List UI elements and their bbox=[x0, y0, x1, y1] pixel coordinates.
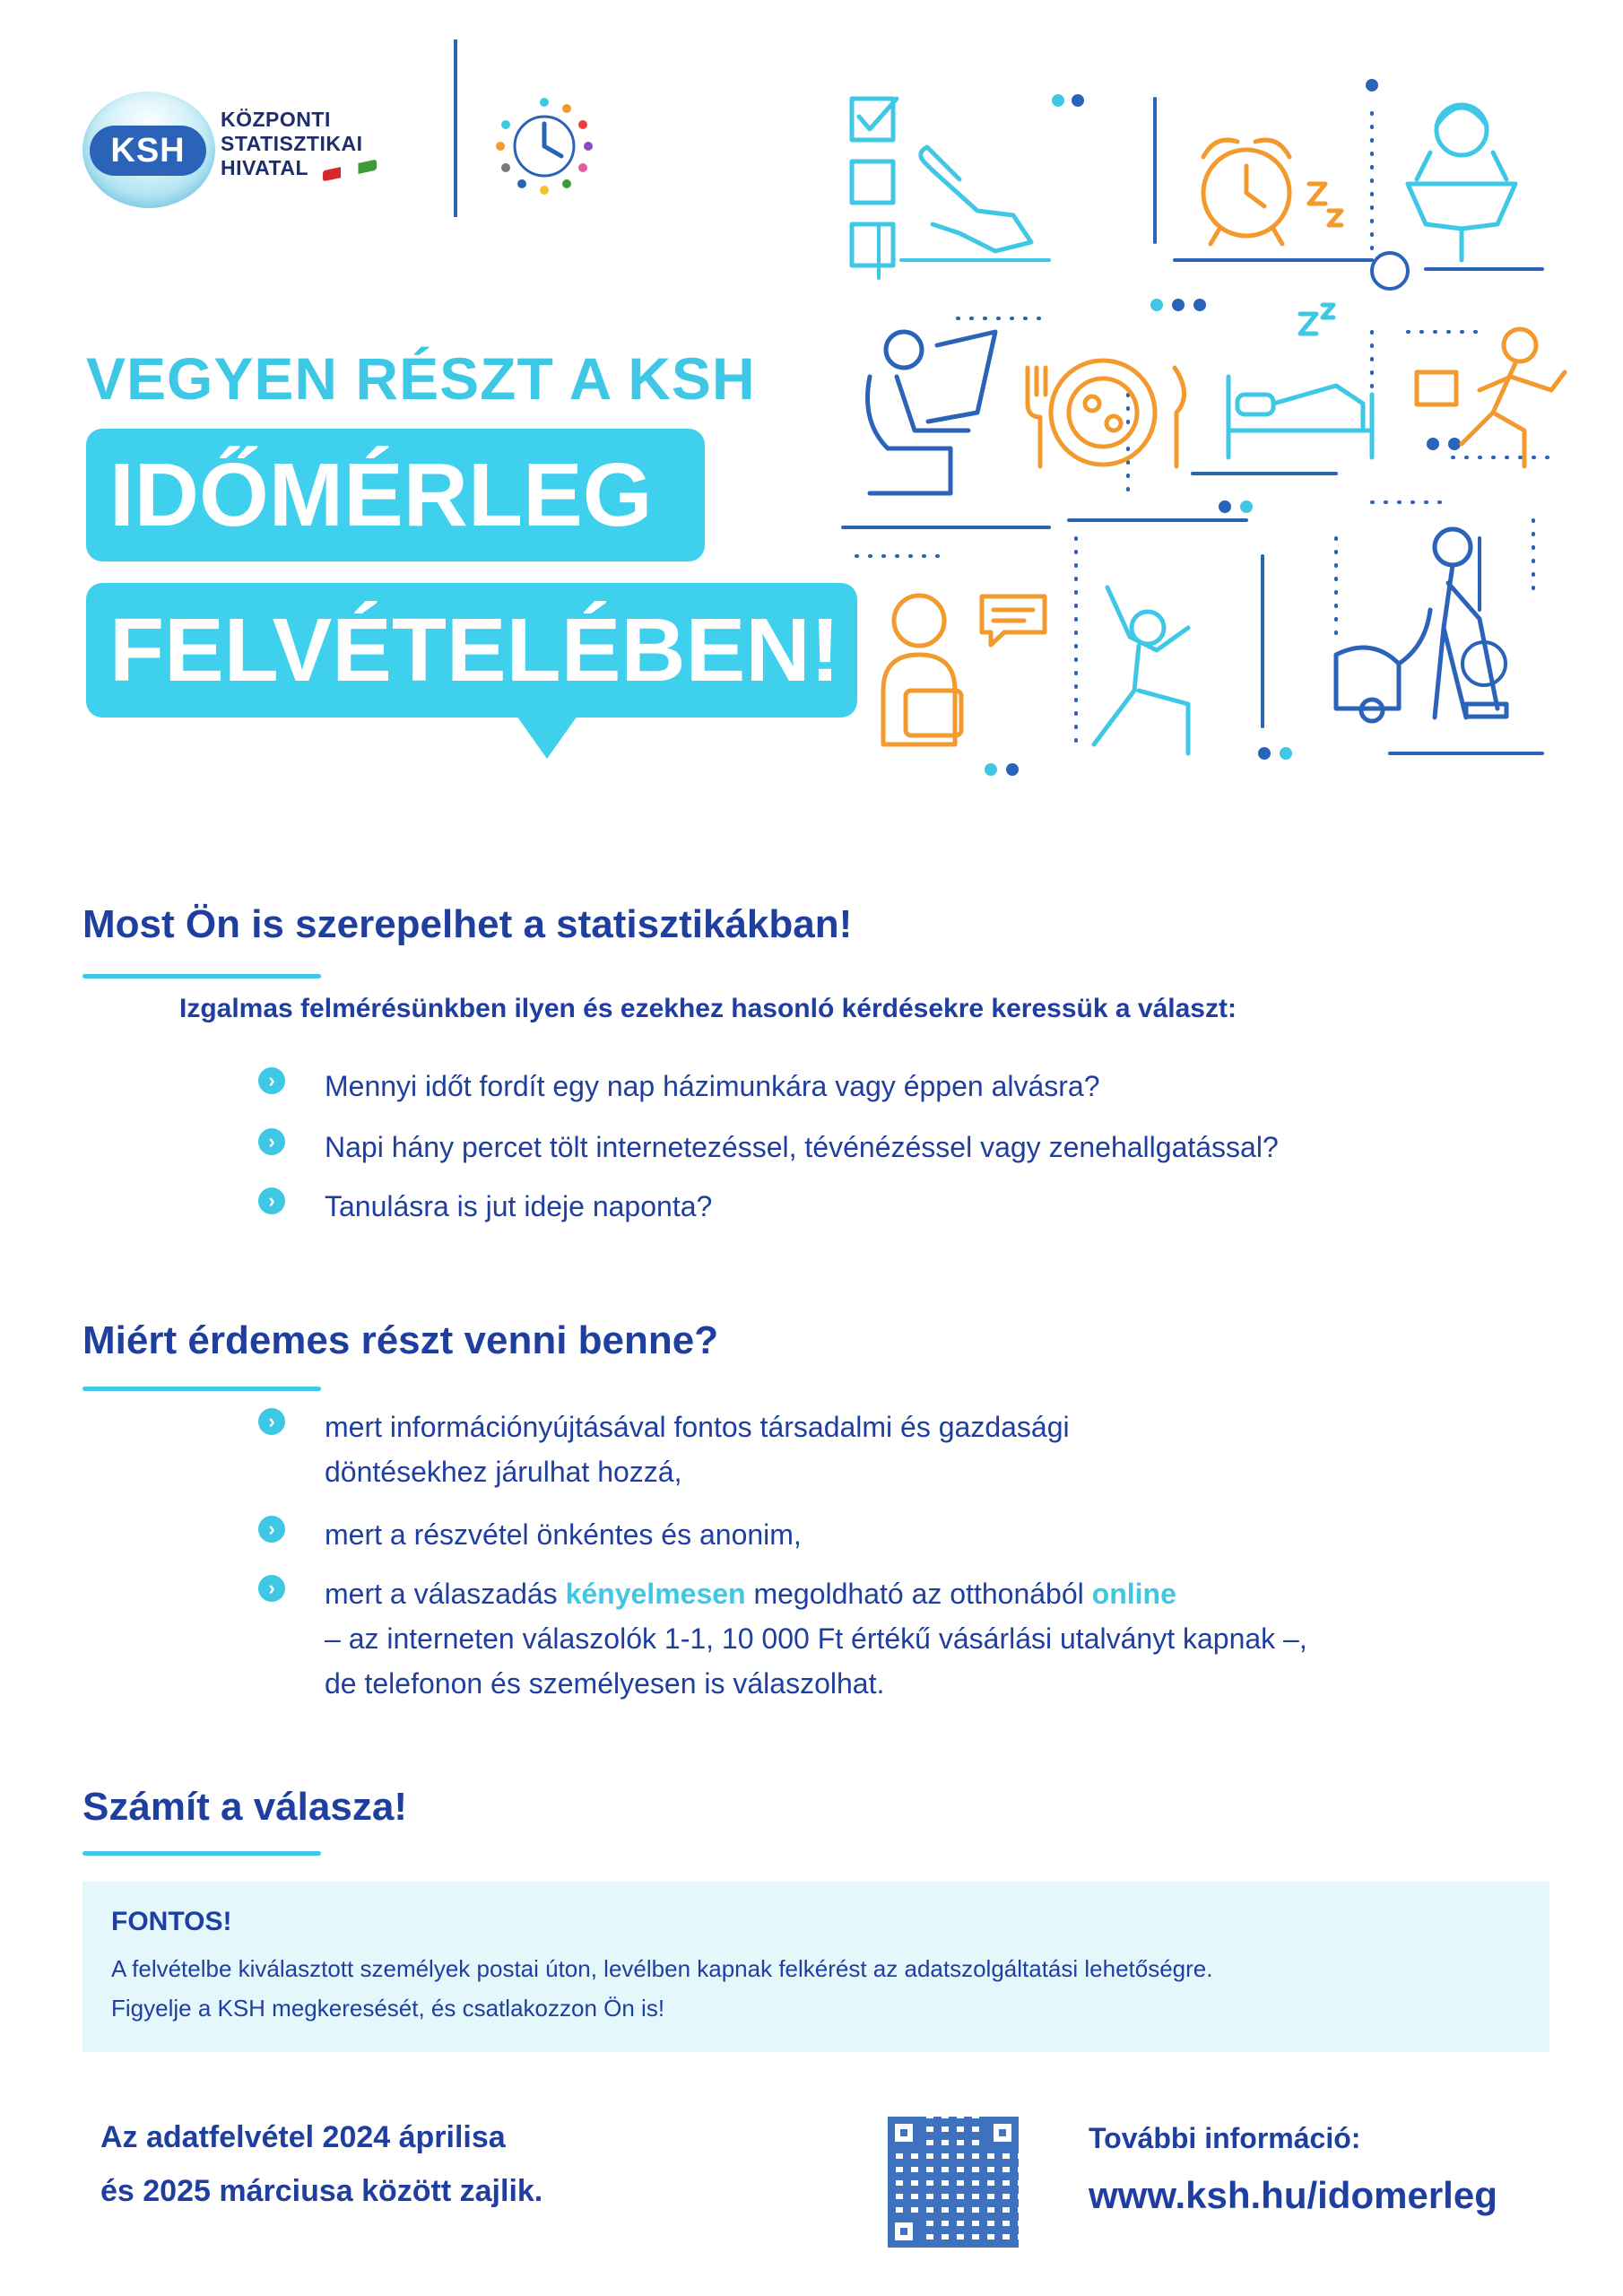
bullet-text-line: – az interneten válaszolók 1-1, 10 000 Ft értékű vásárlási utalványt kapnak –, bbox=[325, 1622, 1307, 1655]
bullet-text-line: de telefonon és személyesen is válaszolhat. bbox=[325, 1667, 885, 1700]
clock-logo-icon bbox=[491, 93, 597, 199]
speech-bubble-tail bbox=[516, 716, 577, 759]
title-line2: FELVÉTELÉBEN! bbox=[86, 583, 857, 718]
bullet-text: Tanulásra is jut ideje naponta? bbox=[325, 1190, 713, 1222]
running-person-icon bbox=[1417, 329, 1565, 466]
section1-intro: Izgalmas felmérésünkben ilyen és ezekhez hasonló kérdésekre keressük a választ: bbox=[179, 994, 1237, 1023]
chevron-right-icon: › bbox=[258, 1516, 285, 1543]
logo-abbr: KSH bbox=[90, 126, 206, 176]
title-line1: IDŐMÉRLEG bbox=[86, 429, 705, 561]
chevron-right-icon: › bbox=[258, 1067, 285, 1094]
stressed-person-icon bbox=[1408, 105, 1515, 260]
reading-chair-icon bbox=[868, 332, 996, 493]
qr-corner bbox=[888, 2117, 920, 2149]
notice-line: Figyelje a KSH megkeresését, és csatlakozzon Ön is! bbox=[111, 1995, 665, 2022]
footer-date-line: és 2025 márciusa között zajlik. bbox=[100, 2174, 543, 2208]
exercising-person-icon bbox=[1094, 587, 1188, 753]
header-divider bbox=[454, 39, 457, 217]
bullet-text-line: mert információnyújtásával fontos társadalmi és gazdasági bbox=[325, 1411, 1070, 1443]
chevron-right-icon: › bbox=[258, 1128, 285, 1155]
highlight-word: online bbox=[1091, 1578, 1176, 1610]
text-span: megoldható az otthonából bbox=[745, 1578, 1092, 1610]
bullet-text-line bbox=[325, 1571, 1307, 1616]
section2-heading: Miért érdemes részt venni benne? bbox=[82, 1318, 719, 1362]
alarm-clock-icon bbox=[1203, 140, 1341, 244]
section1-heading: Most Ön is szerepelhet a statisztikákban! bbox=[82, 902, 853, 946]
logo-name-line: KÖZPONTI bbox=[221, 108, 331, 131]
highlight-word: kényelmesen bbox=[565, 1578, 746, 1610]
bullet-text bbox=[325, 1571, 1307, 1706]
section2-underline bbox=[82, 1387, 321, 1391]
more-info-link[interactable]: www.ksh.hu/idomerleg bbox=[1089, 2174, 1497, 2216]
sleeping-bed-icon bbox=[1228, 305, 1372, 457]
chevron-right-icon: › bbox=[258, 1187, 285, 1214]
bullet-text: Napi hány percet tölt internetezéssel, tévénézéssel vagy zenehallgatással? bbox=[325, 1131, 1279, 1163]
notice-line: A felvételbe kiválasztott személyek postai úton, levélben kapnak felkérést az adatszolgáltatási lehetőségre. bbox=[111, 1955, 1213, 1982]
chevron-right-icon: › bbox=[258, 1575, 285, 1602]
bullet-text bbox=[325, 1405, 1070, 1494]
chevron-right-icon: › bbox=[258, 1408, 285, 1435]
footer-date-line: Az adatfelvétel 2024 áprilisa bbox=[100, 2120, 506, 2154]
logo-name-line: HIVATAL bbox=[221, 156, 309, 179]
section3-underline bbox=[82, 1851, 321, 1856]
title-pre: VEGYEN RÉSZT A KSH bbox=[86, 345, 756, 412]
bullet-text: mert a részvétel önkéntes és anonim, bbox=[325, 1518, 802, 1551]
notice-box bbox=[82, 1882, 1549, 2052]
logo-name-line: STATISZTIKAI bbox=[221, 132, 363, 155]
qr-corner bbox=[888, 2215, 920, 2248]
more-info-label: További információ: bbox=[1089, 2122, 1361, 2154]
meal-plate-icon bbox=[1028, 361, 1185, 466]
text-span: mert a válaszadás bbox=[325, 1578, 566, 1610]
bullet-text: Mennyi időt fordít egy nap házimunkára vagy éppen alvásra? bbox=[325, 1070, 1100, 1102]
notice-title: FONTOS! bbox=[111, 1907, 232, 1936]
qr-code[interactable] bbox=[888, 2117, 1019, 2248]
bullet-text-line: döntésekhez járulhat hozzá, bbox=[325, 1456, 682, 1488]
section3-heading: Számít a válasza! bbox=[82, 1785, 407, 1829]
qr-corner bbox=[986, 2117, 1019, 2149]
activities-illustration bbox=[834, 36, 1569, 807]
section1-underline bbox=[82, 974, 321, 978]
studying-person-icon bbox=[883, 596, 1045, 744]
